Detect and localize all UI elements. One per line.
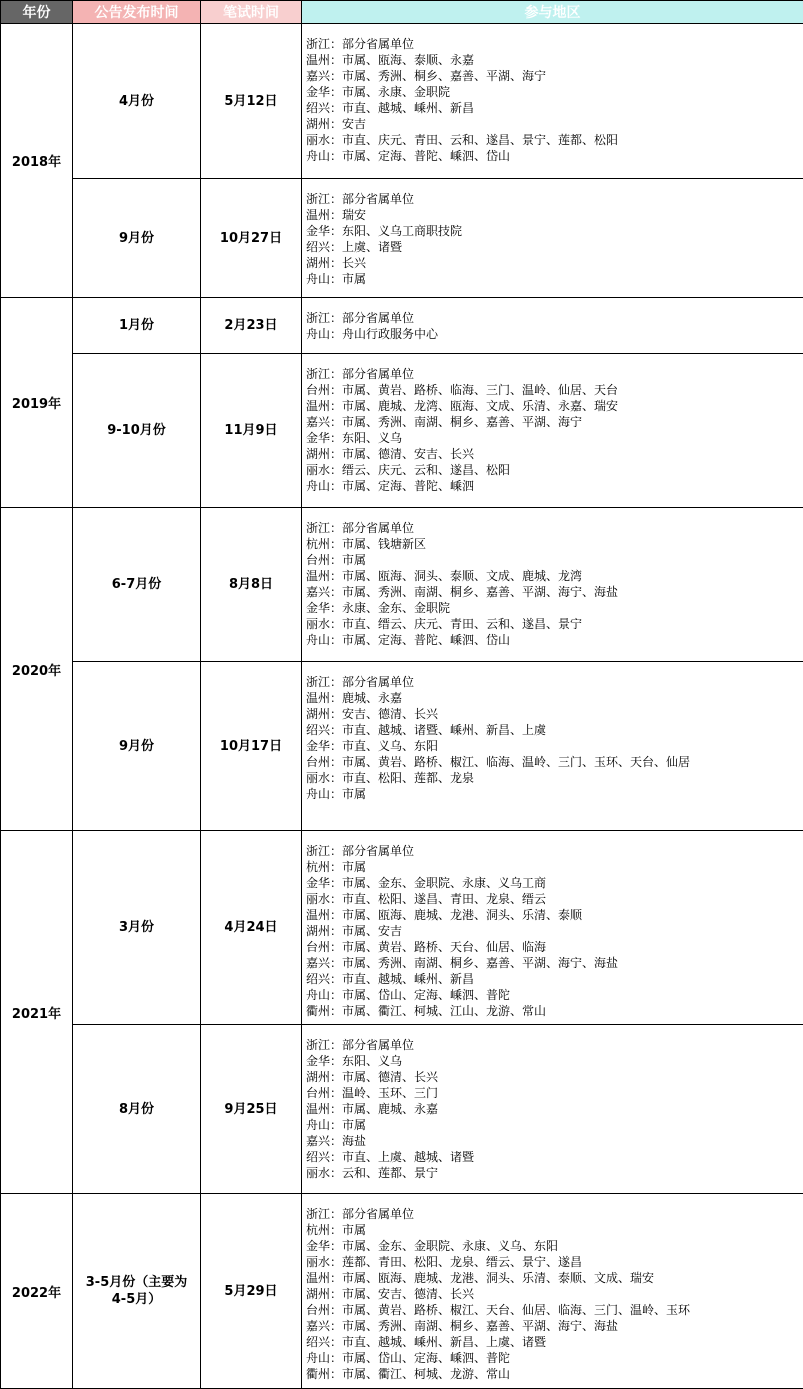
region-line: 台州：市属、黄岩、路桥、椒江、临海、温岭、三门、玉环、天台、仙居 [306,755,691,769]
exam-time-cell: 2月23日 [201,298,302,354]
regions-cell [302,662,803,831]
region-line: 温州：市属、瓯海、鹿城、龙港、洞头、乐清、泰顺、文成、瑞安 [306,1271,655,1285]
table-row [1,831,803,1025]
region-line: 丽水：市直、松阳、莲都、龙泉 [306,771,475,785]
announce-time-cell: 4月份 [73,24,201,179]
table-row [1,24,803,179]
regions-cell [302,298,803,354]
region-line: 浙江：部分省属单位 [306,192,415,206]
table-row [1,508,803,662]
region-line: 嘉兴：市属、秀洲、桐乡、嘉善、平湖、海宁 [306,69,547,83]
region-line: 舟山：市属 [306,787,367,801]
announce-time-cell: 9月份 [73,662,201,831]
exam-time-cell: 10月27日 [201,179,302,298]
table-body [1,24,803,1389]
region-line: 湖州：市属、安吉、德清、长兴 [306,1287,475,1301]
region-line: 绍兴：市直、上虞、越城、诸暨 [306,1150,475,1164]
region-line: 杭州：市属 [306,1223,367,1237]
region-line: 舟山：舟山行政服务中心 [306,327,439,341]
announce-time-cell: 3-5月份（主要为4-5月） [73,1194,201,1389]
region-line: 舟山：市属、定海、普陀、嵊泗 [306,479,475,493]
region-line: 温州：市属、瓯海、泰顺、永嘉 [306,53,475,67]
region-line: 杭州：市属、钱塘新区 [306,537,427,551]
region-line: 丽水：云和、莲都、景宁 [306,1166,439,1180]
region-line: 绍兴：市直、越城、诸暨、嵊州、新昌、上虞 [306,723,547,737]
region-line: 丽水：市直、松阳、遂昌、青田、龙泉、缙云 [306,892,547,906]
region-line: 杭州：市属 [306,860,367,874]
region-line: 温州：市属、瓯海、洞头、泰顺、文成、鹿城、龙湾 [306,569,583,583]
year-cell: 2018年 [1,24,73,298]
exam-time-cell: 5月12日 [201,24,302,179]
exam-time-cell: 5月29日 [201,1194,302,1389]
header-announce-time: 公告发布时间 [73,1,201,24]
exam-time-cell: 10月17日 [201,662,302,831]
regions-cell [302,1194,803,1389]
region-line: 丽水：市直、庆元、青田、云和、遂昌、景宁、莲都、松阳 [306,133,619,147]
year-cell: 2022年 [1,1194,73,1389]
header-exam-time: 笔试时间 [201,1,302,24]
announce-time-cell: 9-10月份 [73,354,201,508]
region-line: 金华：市属、金东、金职院、永康、义乌、东阳 [306,1239,559,1253]
header-regions: 参与地区 [302,1,803,24]
exam-time-cell: 4月24日 [201,831,302,1025]
region-line: 衢州：市属、衢江、柯城、江山、龙游、常山 [306,1004,547,1018]
table-row [1,1194,803,1389]
region-line: 绍兴：市直、越城、嵊州、新昌 [306,101,475,115]
region-line: 台州：市属 [306,553,367,567]
region-line: 浙江：部分省属单位 [306,1207,415,1221]
table-row [1,179,803,298]
region-line: 丽水：市直、缙云、庆元、青田、云和、遂昌、景宁 [306,617,583,631]
year-cell: 2019年 [1,298,73,508]
region-line: 湖州：市属、安吉 [306,924,403,938]
region-line: 温州：市属、鹿城、永嘉 [306,1102,439,1116]
region-line: 金华：永康、金东、金职院 [306,601,451,615]
regions-cell [302,1025,803,1194]
region-line: 温州：市属、瓯海、鹿城、龙港、洞头、乐清、泰顺 [306,908,583,922]
region-line: 丽水：缙云、庆元、云和、遂昌、松阳 [306,463,511,477]
table-row [1,354,803,508]
region-line: 浙江：部分省属单位 [306,37,415,51]
region-line: 台州：温岭、玉环、三门 [306,1086,439,1100]
region-line: 金华：市直、义乌、东阳 [306,739,439,753]
region-line: 金华：东阳、义乌 [306,1054,403,1068]
region-line: 温州：鹿城、永嘉 [306,691,403,705]
region-line: 绍兴：上虞、诸暨 [306,240,403,254]
region-line: 浙江：部分省属单位 [306,311,415,325]
region-line: 浙江：部分省属单位 [306,844,415,858]
region-line: 浙江：部分省属单位 [306,367,415,381]
region-line: 嘉兴：市属、秀洲、南湖、桐乡、嘉善、平湖、海宁、海盐 [306,1319,619,1333]
region-line: 台州：市属、黄岩、路桥、椒江、天台、仙居、临海、三门、温岭、玉环 [306,1303,691,1317]
region-line: 浙江：部分省属单位 [306,675,415,689]
region-line: 绍兴：市直、越城、嵊州、新昌 [306,972,475,986]
region-line: 湖州：市属、德清、长兴 [306,1070,439,1084]
region-line: 台州：市属、黄岩、路桥、临海、三门、温岭、仙居、天台 [306,383,619,397]
region-line: 金华：市属、金东、金职院、永康、义乌工商 [306,876,547,890]
region-line: 金华：东阳、义乌工商职技院 [306,224,463,238]
region-line: 绍兴：市直、越城、嵊州、新昌、上虞、诸暨 [306,1335,547,1349]
region-line: 舟山：市属、岱山、定海、嵊泗、普陀 [306,1351,511,1365]
exam-time-cell: 9月25日 [201,1025,302,1194]
region-line: 湖州：安吉、德清、长兴 [306,707,439,721]
exam-time-cell: 8月8日 [201,508,302,662]
region-line: 舟山：市属 [306,1118,367,1132]
region-line: 丽水：莲都、青田、松阳、龙泉、缙云、景宁、遂昌 [306,1255,583,1269]
year-cell: 2021年 [1,831,73,1194]
table-row [1,298,803,354]
region-line: 舟山：市属、定海、普陀、嵊泗、岱山 [306,633,511,647]
regions-cell [302,354,803,508]
region-line: 湖州：市属、德清、安吉、长兴 [306,447,475,461]
region-line: 衢州：市属、衢江、柯城、龙游、常山 [306,1367,511,1381]
header-row [1,1,803,24]
region-line: 浙江：部分省属单位 [306,521,415,535]
region-line: 湖州：长兴 [306,256,367,270]
table-row [1,662,803,831]
region-line: 湖州：安吉 [306,117,367,131]
region-line: 嘉兴：市属、秀洲、南湖、桐乡、嘉善、平湖、海宁、海盐 [306,585,619,599]
announce-time-cell: 8月份 [73,1025,201,1194]
announce-time-cell: 6-7月份 [73,508,201,662]
region-line: 嘉兴：市属、秀洲、南湖、桐乡、嘉善、平湖、海宁、海盐 [306,956,619,970]
announce-time-cell: 3月份 [73,831,201,1025]
region-line: 金华：东阳、义乌 [306,431,403,445]
region-line: 台州：市属、黄岩、路桥、天台、仙居、临海 [306,940,547,954]
regions-cell [302,24,803,179]
region-line: 嘉兴：市属、秀洲、南湖、桐乡、嘉善、平湖、海宁 [306,415,583,429]
region-line: 舟山：市属、岱山、定海、嵊泗、普陀 [306,988,511,1002]
table-row [1,1025,803,1194]
announce-time-cell: 9月份 [73,179,201,298]
region-line: 金华：市属、永康、金职院 [306,85,451,99]
region-line: 浙江：部分省属单位 [306,1038,415,1052]
region-line: 温州：市属、鹿城、龙湾、瓯海、文成、乐清、永嘉、瑞安 [306,399,619,413]
regions-cell [302,831,803,1025]
year-cell: 2020年 [1,508,73,831]
region-line: 舟山：市属 [306,272,367,286]
header-year: 年份 [1,1,73,24]
region-line: 舟山：市属、定海、普陀、嵊泗、岱山 [306,149,511,163]
regions-cell [302,508,803,662]
regions-cell [302,179,803,298]
region-line: 嘉兴：海盐 [306,1134,367,1148]
region-line: 温州：瑞安 [306,208,367,222]
announce-time-cell: 1月份 [73,298,201,354]
exam-time-cell: 11月9日 [201,354,302,508]
